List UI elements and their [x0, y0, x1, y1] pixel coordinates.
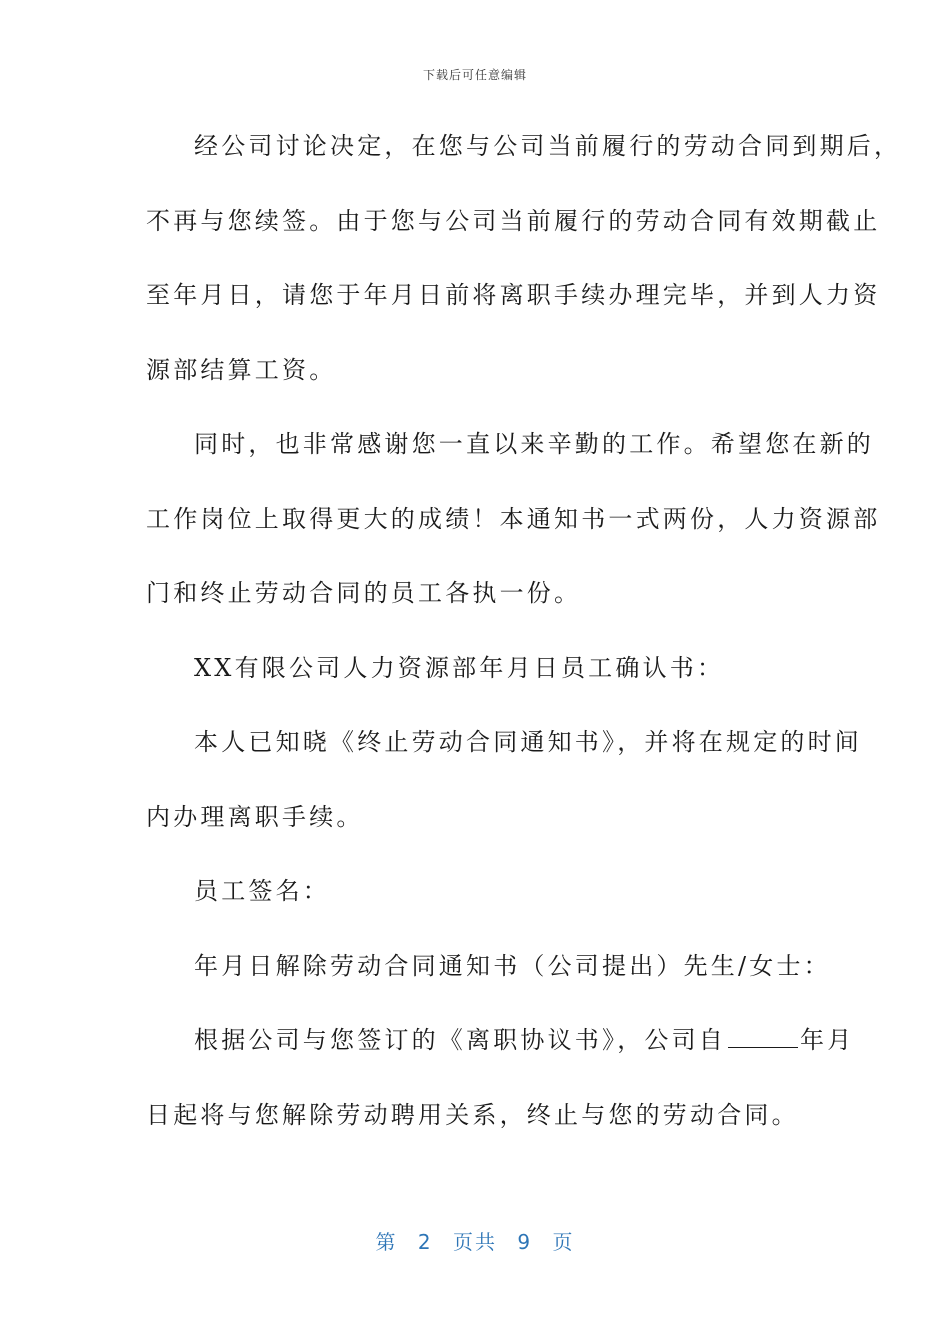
paragraph-line: 至年月日，请您于年月日前将离职手续办理完毕，并到人力资 [146, 281, 881, 309]
paragraph-line: 内办理离职手续。 [146, 803, 364, 831]
paragraph-line: 工作岗位上取得更大的成绩！本通知书一式两份，人力资源部 [146, 505, 881, 533]
current-page-number: 2 [417, 1230, 433, 1254]
paragraph-line: 经公司讨论决定，在您与公司当前履行的劳动合同到期后， [194, 132, 902, 160]
paragraph-line: 不再与您续签。由于您与公司当前履行的劳动合同有效期截止 [146, 207, 881, 235]
fill-in-blank [728, 1025, 798, 1048]
footer-prefix: 第 [375, 1230, 398, 1254]
paragraph-line: 门和终止劳动合同的员工各执一份。 [146, 579, 582, 607]
page-footer [0, 1226, 950, 1255]
paragraph-line: 本人已知晓《终止劳动合同通知书》，并将在规定的时间 [194, 728, 862, 756]
paragraph-line-with-blank [194, 1025, 854, 1055]
header-note: 下载后可任意编辑 [422, 68, 527, 82]
paragraph-line: XX有限公司人力资源部年月日员工确认书： [194, 654, 725, 682]
total-pages-number: 9 [517, 1230, 533, 1254]
paragraph-line: 源部结算工资。 [146, 356, 337, 384]
paragraph-text: 根据公司与您签订的《离职协议书》，公司自 [194, 1026, 726, 1054]
footer-suffix: 页 [552, 1230, 575, 1254]
paragraph-line: 同时，也非常感谢您一直以来辛勤的工作。希望您在新的 [194, 430, 874, 458]
signature-label: 员工签名： [194, 877, 330, 905]
paragraph-line: 日起将与您解除劳动聘用关系，终止与您的劳动合同。 [146, 1101, 799, 1129]
footer-middle: 页共 [453, 1230, 497, 1254]
paragraph-line: 年月日解除劳动合同通知书（公司提出）先生/女士： [194, 952, 831, 980]
paragraph-text: 年月 [800, 1026, 855, 1054]
